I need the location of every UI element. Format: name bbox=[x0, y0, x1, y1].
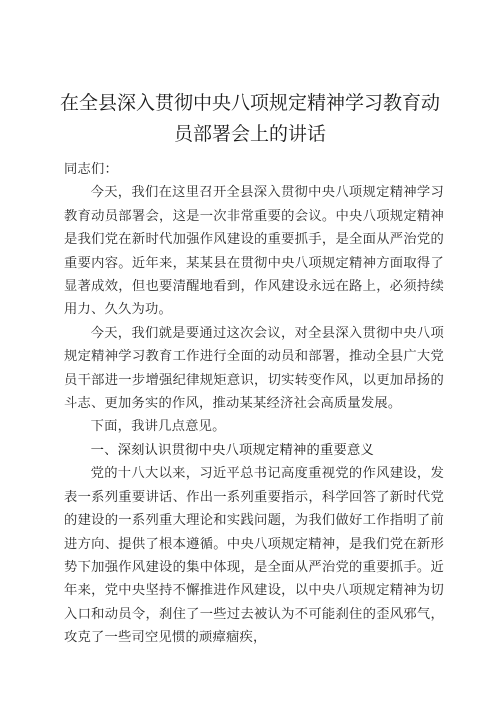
paragraph-purpose: 今天，我们就是要通过这次会议，对全县深入贯彻中央八项规定精神学习教育工作进行全面的动员和部署，推动全县广大党员干部进一步增强纪律规矩意识，切实转变作风，以更加昂扬的斗志、更加务实的作风，推动某某经济社会高质量发展。 bbox=[64, 325, 444, 412]
section-heading: 一、深刻认识贯彻中央八项规定精神的重要意义 bbox=[90, 442, 375, 458]
paragraph-transition: 下面，我讲几点意见。 bbox=[90, 419, 226, 435]
salutation: 同志们： bbox=[64, 162, 118, 177]
section-paragraph: 党的十八大以来，习近平总书记高度重视党的作风建设，发表一系列重要讲话、作出一系列重要指示，科学回答了新时代党的建设的一系列重大理论和实践问题，为我们做好工作指明了前进方向、提供了根本遵循。中央八项规定精神，是我们党在新形势下加强作风建设的集中体现，是全面从严治党的重要抓手。近年来，党中央坚持不懈推进作风建设，以中央八项规定精神为切入口和动员令，刹住了一些过去被认为不可能刹住的歪风邪气，攻克了一些司空见惯的顽瘴痼疾， bbox=[64, 466, 444, 646]
document-body bbox=[64, 158, 444, 650]
document-title: 在全县深入贯彻中央八项规定精神学习教育动员部署会上的讲话 bbox=[60, 92, 441, 145]
paragraph-opening: 今天，我们在这里召开全县深入贯彻中央八项规定精神学习教育动员部署会，这是一次非常重要的会议。中央八项规定精神是我们党在新时代加强作风建设的重要抓手，是全面从严治党的重要内容。近年来，某某县在贯彻中央八项规定精神方面取得了显著成效，但也要清醒地看到，作风建设永远在路上，必须持续用力、久久为功。 bbox=[64, 185, 444, 318]
